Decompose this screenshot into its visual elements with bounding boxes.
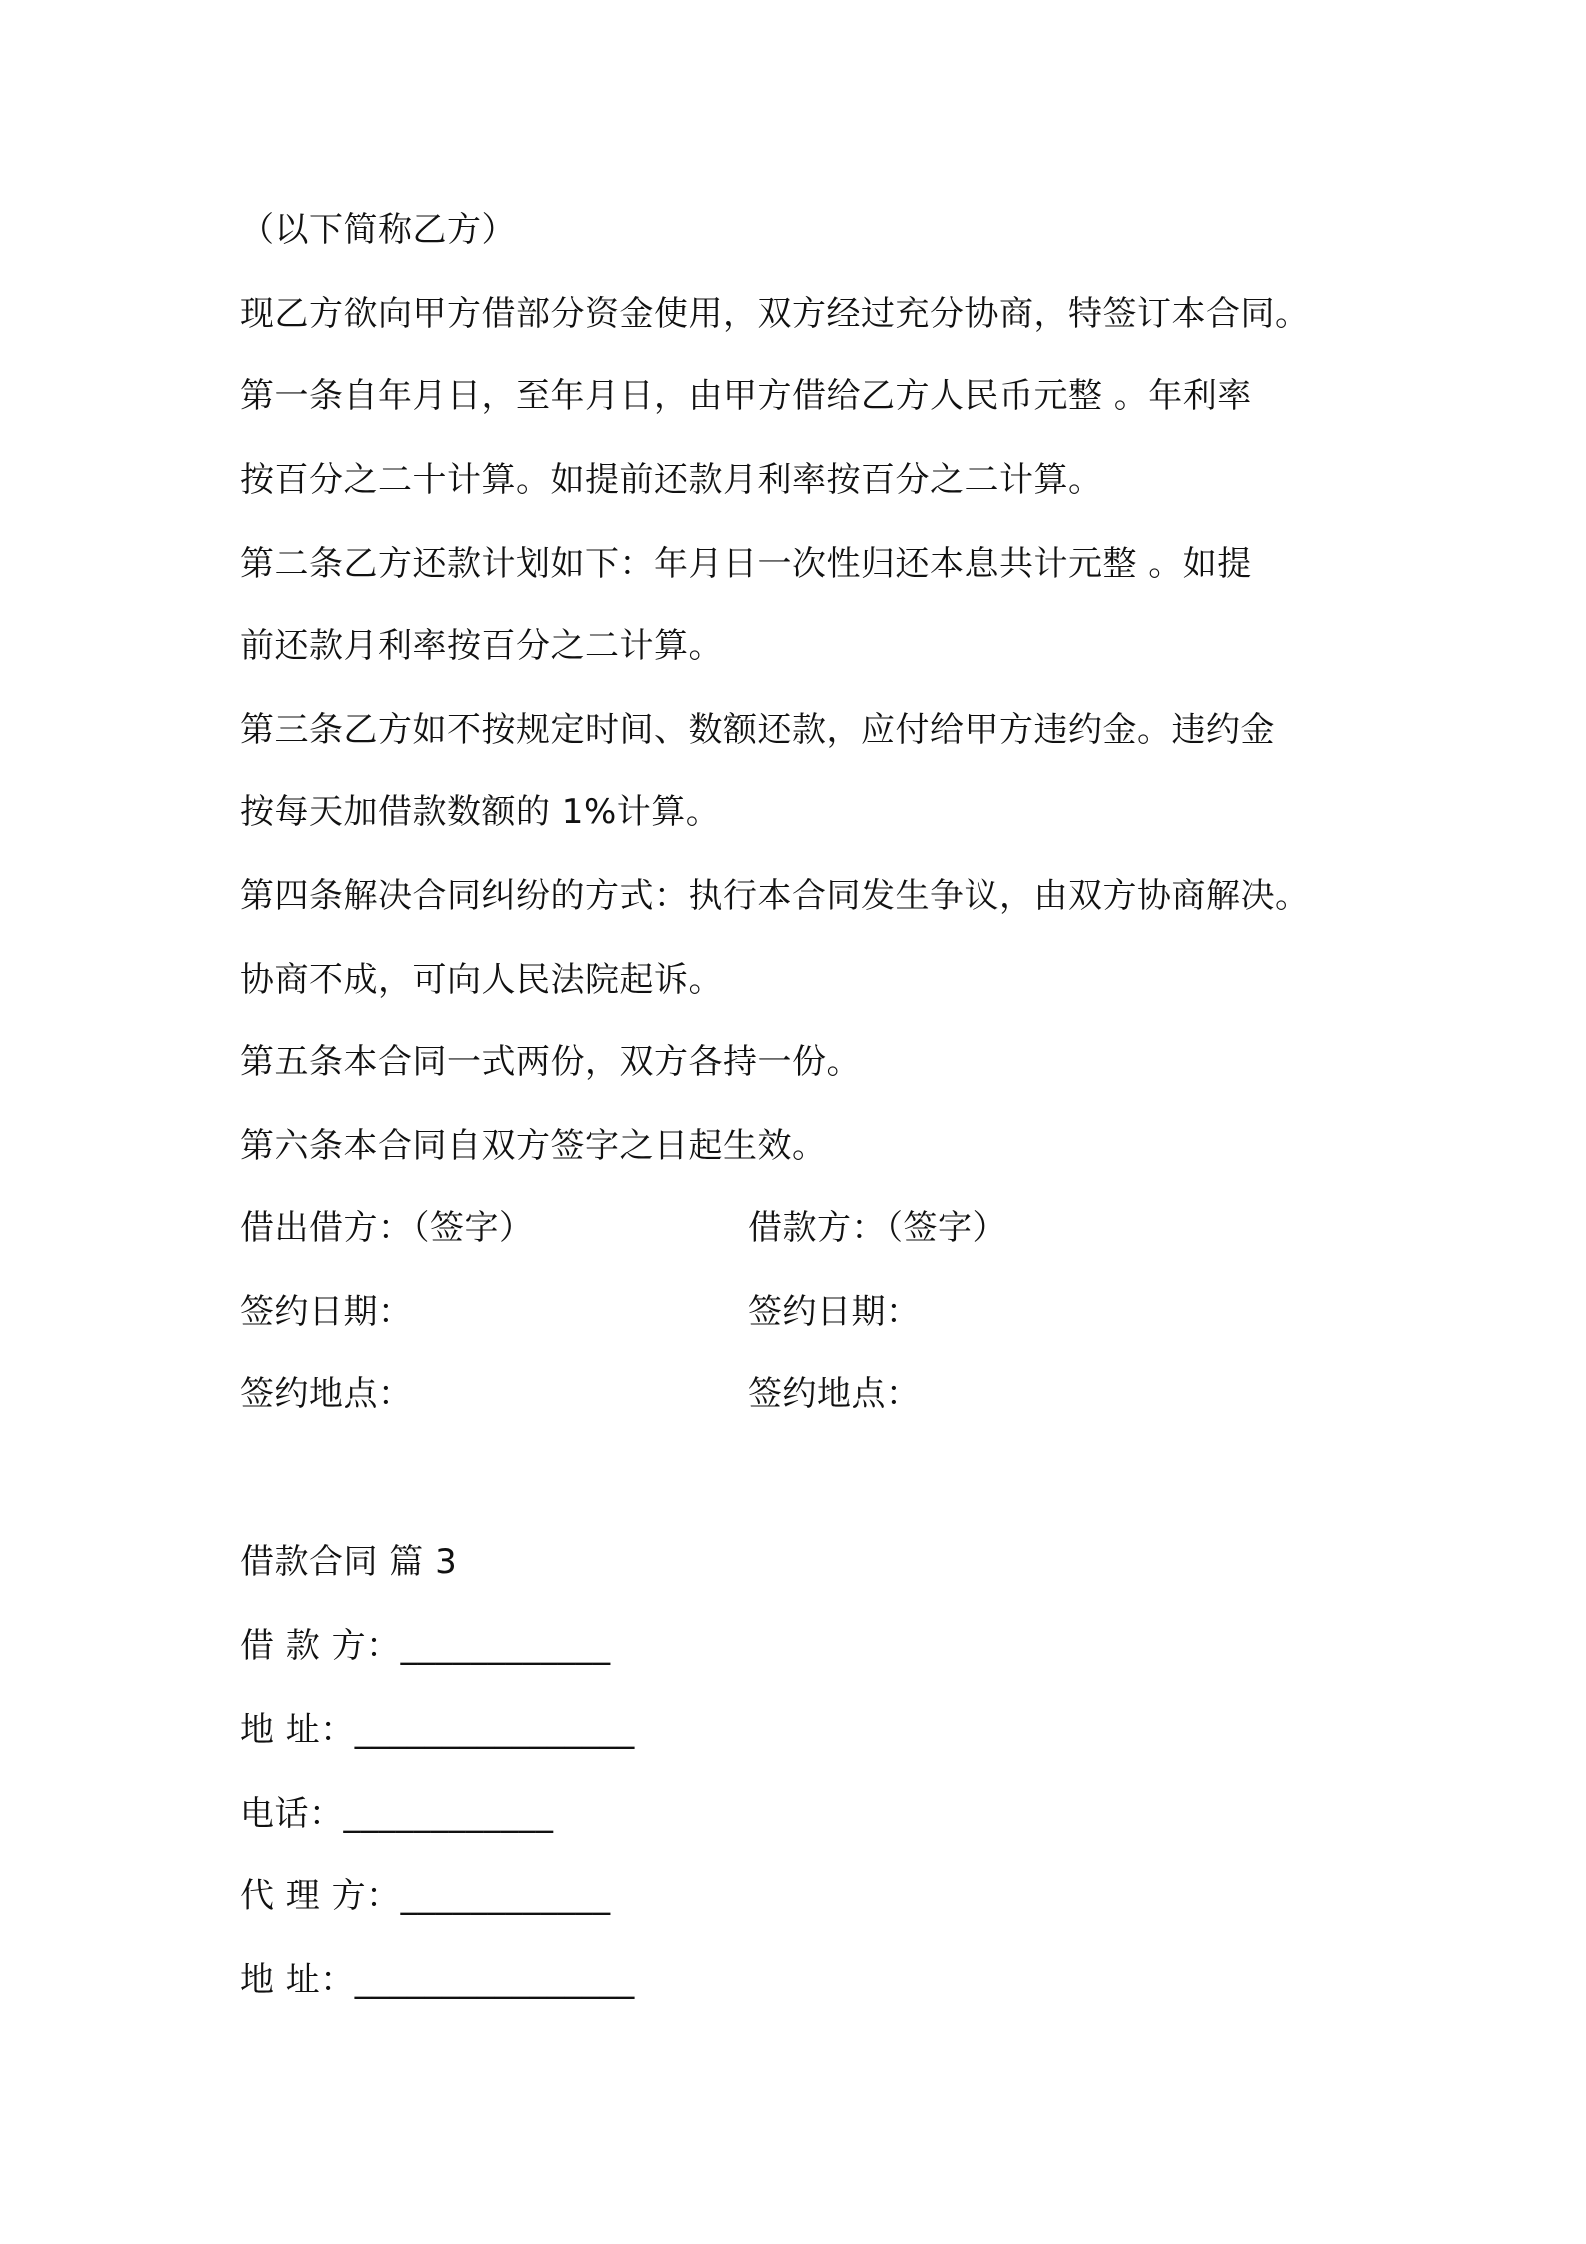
- address-field-1: 地 址：________________: [240, 1710, 635, 1750]
- lender-signature-label: 借出借方：（签字）: [240, 1208, 534, 1248]
- sign-place-left: 签约地点：: [240, 1374, 413, 1414]
- borrower-field: 借 款 方：____________: [240, 1626, 611, 1666]
- sign-place-right: 签约地点：: [748, 1374, 921, 1414]
- article6-text: 第六条本合同自双方签字之日起生效。: [240, 1126, 827, 1166]
- article3-line2: 按每天加借款数额的 1%计算。: [240, 792, 721, 832]
- address-field-2: 地 址：________________: [240, 1960, 635, 2000]
- preamble-text: 现乙方欲向甲方借部分资金使用，双方经过充分协商，特签订本合同。: [240, 294, 1310, 334]
- article5-text: 第五条本合同一式两份，双方各持一份。: [240, 1042, 861, 1082]
- article3-line1: 第三条乙方如不按规定时间、数额还款，应付给甲方违约金。违约金: [240, 710, 1275, 750]
- intro-party-text: （以下简称乙方）: [240, 210, 516, 250]
- article1-line2: 按百分之二十计算。如提前还款月利率按百分之二计算。: [240, 460, 1103, 500]
- sign-date-right: 签约日期：: [748, 1292, 921, 1332]
- article4-line1: 第四条解决合同纠纷的方式：执行本合同发生争议，由双方协商解决。: [240, 876, 1310, 916]
- agent-field: 代 理 方：____________: [240, 1876, 611, 1916]
- phone-field: 电话：____________: [240, 1794, 554, 1834]
- article2-line1: 第二条乙方还款计划如下：年月日一次性归还本息共计元整 。如提: [240, 544, 1252, 584]
- article4-line2: 协商不成，可向人民法院起诉。: [240, 960, 723, 1000]
- article1-line1: 第一条自年月日，至年月日，由甲方借给乙方人民币元整 。年利率: [240, 376, 1252, 416]
- sign-date-left: 签约日期：: [240, 1292, 413, 1332]
- section3-title: 借款合同 篇 3: [240, 1542, 458, 1582]
- borrower-signature-label: 借款方：（签字）: [748, 1208, 1007, 1248]
- article2-line2: 前还款月利率按百分之二计算。: [240, 626, 723, 666]
